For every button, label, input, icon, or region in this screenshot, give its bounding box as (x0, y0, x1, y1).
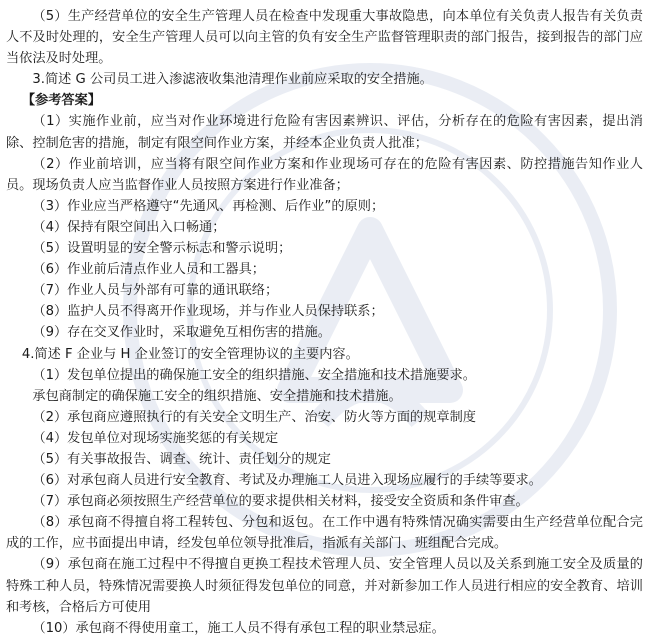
question-heading: 4.简述 F 企业与 H 企业签订的安全管理协议的主要内容。 (21, 346, 359, 362)
paragraph: （5）生产经营单位的安全生产管理人员在检查中发现重大事故隐患，向本单位有关负责人报告有关负责人不及时处理的，安全生产管理人员可以向主管的负有安全生产监督管理职责的部门报告，接到报告的部门应当依法及时处理。 (6, 9, 643, 67)
answer-item: （9）承包商在施工过程中不得擅自更换工程技术管理人员、安全管理人员以及关系到施工安全及质量的特殊工种人员，特殊情况需要换人时须征得发包单位的同意，并对新参加工作人员进行相应的安全教育、培训和考核，合格后方可使用 (6, 557, 643, 615)
answer-item: （4）保持有限空间出入口畅通； (32, 219, 226, 235)
question-heading: 3.简述 G 公司员工进入渗滤液收集池清理作业前应采取的安全措施。 (32, 72, 433, 88)
answer-item: （7）承包商必须按照生产经营单位的要求提供相关材料，接受安全资质和条件审查。 (32, 494, 529, 510)
answer-item: （6）作业前后清点作业人员和工器具； (32, 262, 265, 278)
answer-item: （7）作业人员与外部有可靠的通讯联络； (32, 283, 279, 299)
answer-item: （4）发包单位对现场实施奖惩的有关规定 (32, 430, 279, 446)
answer-item: （3）作业应当严格遵守“先通风、再检测、后作业”的原则； (32, 198, 385, 214)
answer-item: （8）监护人员不得离开作业现场，并与作业人员保持联系； (32, 304, 384, 320)
answer-item: （2）承包商应遵照执行的有关安全文明生产、治安、防火等方面的规章制度 (32, 409, 476, 425)
answer-heading: 【参考答案】 (21, 93, 101, 109)
answer-item: （10）承包商不得使用童工，施工人员不得有承包工程的职业禁忌症。 (32, 620, 445, 636)
answer-item: （2）作业前培训，应当将有限空间作业方案和作业现场可存在的危险有害因素、防控措施告知作业人员。现场负责人应当监督作业人员按照方案进行作业准备； (6, 156, 643, 193)
answer-item: （9）存在交叉作业时，采取避免互相伤害的措施。 (32, 325, 331, 341)
answer-item: 承包商制定的确保施工安全的组织措施、安全措施和技术措施。 (32, 388, 402, 404)
answer-item: （1）实施作业前，应当对作业环境进行危险有害因素辨识、评估，分析存在的危险有害因素，提出消除、控制危害的措施，制定有限空间作业方案，并经本企业负责人批准； (6, 114, 643, 151)
answer-item: （5）设置明显的安全警示标志和警示说明； (32, 241, 292, 257)
answer-item: （6）对承包商人员进行安全教育、考试及办理施工人员进入现场应履行的手续等要求。 (32, 473, 542, 489)
answer-item: （8）承包商不得擅自将工程转包、分包和返包。在工作中遇有特殊情况确实需要由生产经营单位配合完成的工作，应书面提出申请，经发包单位领导批准后，指派有关部门、班组配合完成。 (6, 515, 643, 552)
answer-item: （1）发包单位提出的确保施工安全的组织措施、安全措施和技术措施要求。 (32, 367, 476, 383)
answer-item: （5）有关事故报告、调查、统计、责任划分的规定 (32, 451, 331, 467)
